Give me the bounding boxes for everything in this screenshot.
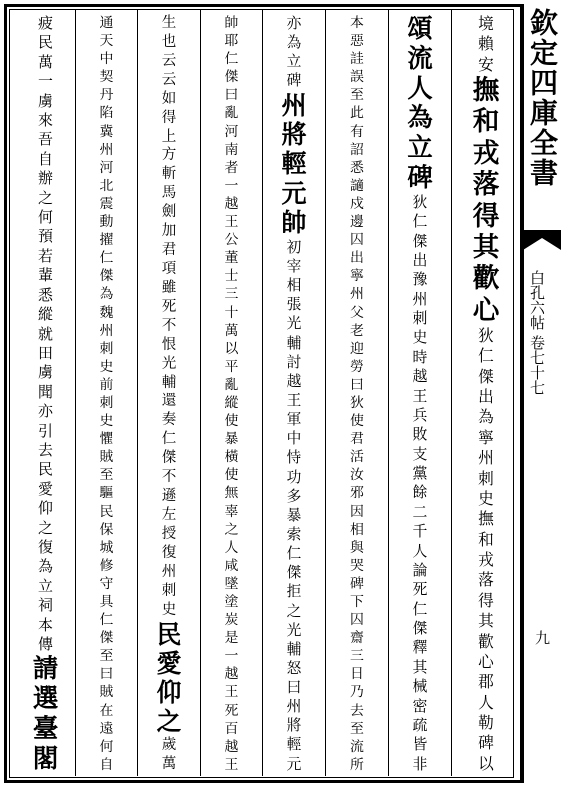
page-number: 九 [533,630,551,645]
text-column-2 [389,14,451,774]
text-column-4 [263,14,325,774]
text-segment: 帥 耶 仁 傑 曰 亂 河 南 者 一 越 王 公 董 士 三 十 萬 以 平 亂 縱 使 暴 橫 使 無 辜 之 人 咸 墜 塗 炭 是 一 越 王 死 百 越 王 [224,15,239,773]
text-segment: 撫 和 戎 落 得 其 歡 心 [472,75,500,326]
fishtail-ornament [523,230,561,254]
text-segment: 請 選 臺 閣 [32,653,59,773]
text-segment: 州 將 輕 元 帥 [281,89,307,238]
text-segment: 疲 民 萬 一 虜 來 吾 自 辦 之 何 預 若 輩 悉 縱 就 田 虜 聞 亦 引 去 民 愛 仰 之 復 為 立 祠 本 傳 [38,14,53,653]
text-segment: 亦 為 立 碑 [286,15,302,90]
text-segment: 通 天 中 契 丹 陷 冀 州 河 北 震 動 擢 仁 傑 為 魏 州 刺 史 前 刺 史 懼 賊 至 驅 民 保 城 修 守 具 仁 傑 至 曰 賊 在 遠 何 自 [99,15,114,773]
volume-label: 白孔六帖 卷七十七 [528,270,546,395]
text-segment: 狄 仁 傑 出 豫 州 刺 史 時 越 王 兵 敗 支 黨 餘 二 千 人 論 死 仁 傑 釋 其 械 密 疏 皆 非 [412,192,428,773]
book-title: 欽定四庫全書 [526,8,559,188]
text-column-5 [201,14,262,774]
text-segment: 歲 萬 [161,736,177,772]
text-segment: 生 也 云 云 如 得 上 方 斬 馬 劍 加 君 項 雖 死 不 恨 光 輔 還 奏 仁 傑 不 遜 左 授 復 州 刺 史 [161,14,177,618]
text-segment: 流 人 為 立 碑 [407,42,433,192]
text-column-8 [16,14,75,774]
text-segment: 頌 [407,13,433,43]
text-column-1 [452,14,520,774]
text-segment: 初 宰 相 張 光 輔 討 越 王 軍 中 恃 功 多 暴 索 仁 傑 拒 之 光 輔 怒 曰 州 將 輕 元 [286,238,302,773]
text-segment: 境 賴 [478,14,494,54]
text-column-3 [326,14,388,774]
text-segment: 安 [478,54,494,74]
text-segment: 狄 仁 傑 出 為 寧 州 刺 史 撫 和 戎 落 得 其 歡 心 郡 人 勒 碑 以 [478,325,494,773]
text-segment: 本 惡 詿 誤 至 此 有 詔 悉 讁 戍 邊 囚 出 寧 州 父 老 迎 勞 曰 狄 使 君 活 汝 邪 因 相 與 哭 碑 下 囚 齋 三 日 乃 去 至 流 所 [350,15,364,773]
text-column-6 [138,14,200,774]
text-column-7 [76,14,137,774]
text-segment: 民 愛 仰 之 [156,619,182,736]
